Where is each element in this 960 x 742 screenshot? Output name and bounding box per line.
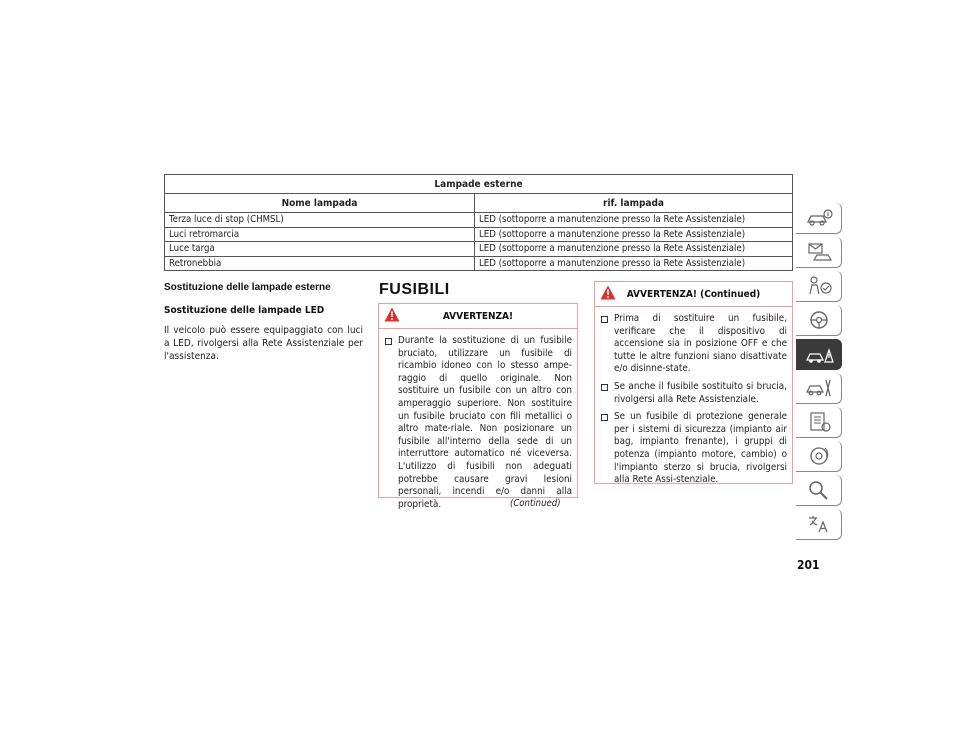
header-lamp-name: Nome lampada [165,194,475,213]
list-item-text: Durante la sostituzione di un fusibile bruciato, utilizzare un fusibile di ricambio idoneo con lo stesso ampe-raggio di quello originale. Non sostituire un fusibile con un altro con amperaggio superiore. Non sostituire un fusibile bruciato con fili metallici o altro mate-riale. Non posizionare un fusibile all'interno della sede di un interruttore automatico né viceversa. L'utilizzo di fusibili non adeguati potrebbe causare gravi lesioni personali, incendi e/o danni alla proprietà. [398,335,572,510]
tab-multimedia[interactable] [796,441,842,472]
square-bullet-icon [601,384,608,391]
list-item [600,313,787,376]
cell-lamp-name: Luce targa [165,242,475,257]
table-row [165,242,793,257]
list-item [600,381,787,406]
car-info-icon [804,206,834,230]
warning-title: AVVERTENZA! (Continued) [626,288,761,300]
tab-service[interactable] [796,373,842,404]
warning-triangle-icon [384,307,400,322]
warning-list [379,329,577,511]
list-item-text: Se anche il fusibile sostituito si brucia, rivolgersi alla Rete Assistenziale. [614,380,787,405]
list-item-text: Prima di sostituire un fusibile, verificare che il dispositivo di accensione sia in posizione OFF e che tutte le altre funzioni siano disattivate e/o disinne-state. [614,313,787,375]
list-item-text: Se un fusibile di protezione generale per i sistemi di sicurezza (impianto air bag, impianto frenante), i gruppi di potenza (impianto motore, cambio) o l'impianto sterzo si brucia, rivolgersi alla Rete Assi-stenziale. [614,411,787,486]
tab-car-mail[interactable] [796,237,842,268]
cell-lamp-ref: LED (sottoporre a manutenzione presso la Rete Assistenziale) [475,242,793,257]
exterior-lamps-table [164,174,793,271]
warning-box-continued [594,281,793,484]
square-bullet-icon [601,414,608,421]
square-bullet-icon [601,316,608,323]
list-item [600,411,787,487]
tab-car-info[interactable] [796,203,842,234]
cell-lamp-name: Terza luce di stop (CHMSL) [165,213,475,228]
tab-safety[interactable] [796,271,842,302]
tab-emergency[interactable] [796,339,842,370]
specs-icon [804,410,834,434]
warning-header [595,282,792,307]
square-bullet-icon [385,338,392,345]
chapter-tabs [796,203,842,543]
page-number: 201 [797,558,820,572]
cell-lamp-name: Luci retromarcia [165,227,475,242]
multimedia-icon [804,444,834,468]
tab-steering[interactable] [796,305,842,336]
section-title: Sostituzione delle lampade esterne [164,282,331,293]
left-column [164,282,363,363]
service-icon [804,376,834,400]
sub-title: Sostituzione delle lampade LED [164,305,325,316]
steering-wheel-icon [804,308,834,332]
cell-lamp-ref: LED (sottoporre a manutenzione presso la Rete Assistenziale) [475,227,793,242]
cell-lamp-ref: LED (sottoporre a manutenzione presso la Rete Assistenziale) [475,213,793,228]
tab-specs[interactable] [796,407,842,438]
cell-lamp-name: Retronebbia [165,256,475,271]
safety-icon [804,274,834,298]
table-row [165,256,793,271]
warning-header [379,304,577,329]
body-text: Il veicolo può essere equipaggiato con luci a LED, rivolgersi alla Rete Assistenziale per l'assistenza. [164,325,363,362]
header-lamp-ref: rif. lampada [475,194,793,213]
search-icon [804,478,834,502]
warning-triangle-icon [600,285,616,300]
continued-note: (Continued) [510,498,561,509]
table-row [165,213,793,228]
tab-language[interactable] [796,509,842,540]
tab-search[interactable] [796,475,842,506]
table-row [165,227,793,242]
car-mail-icon [804,240,834,264]
fuses-heading: FUSIBILI [379,281,450,298]
emergency-icon [804,342,834,366]
list-item [384,335,572,511]
warning-title: AVVERTENZA! [442,310,514,322]
table-caption: Lampade esterne [165,175,793,194]
language-icon [804,512,834,536]
warning-list [595,307,792,487]
cell-lamp-ref: LED (sottoporre a manutenzione presso la Rete Assistenziale) [475,256,793,271]
